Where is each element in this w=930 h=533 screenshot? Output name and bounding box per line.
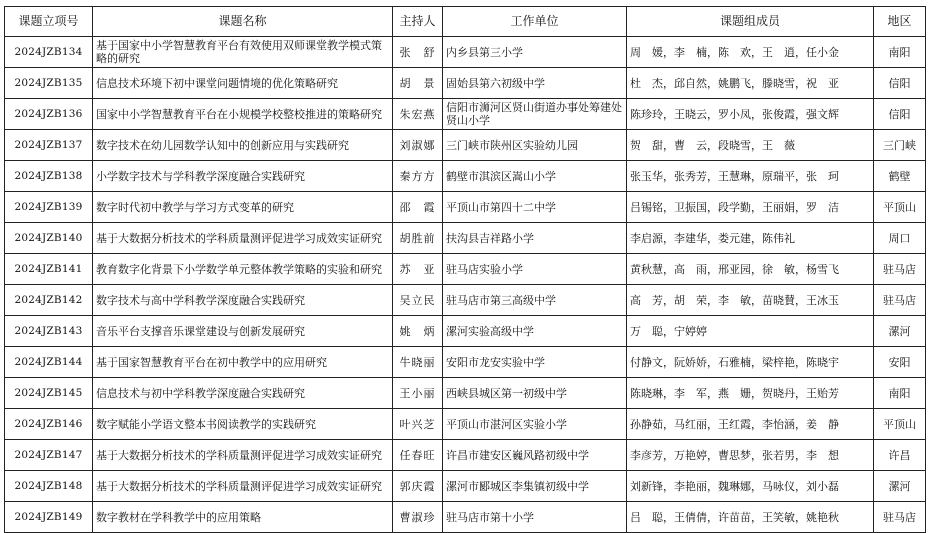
- project-title: 小学数字技术与学科教学深度融合实践研究: [93, 161, 393, 192]
- project-title: 基于大数据分析技术的学科质量测评促进学习成效实证研究: [93, 471, 393, 502]
- work-unit: 驻马店市第十小学: [443, 502, 627, 533]
- work-unit: 鹤壁市淇滨区嵩山小学: [443, 161, 627, 192]
- project-title: 基于大数据分析技术的学科质量测评促进学习成效实证研究: [93, 223, 393, 254]
- work-unit: 许昌市建安区巍风路初级中学: [443, 440, 627, 471]
- header-project-title: 课题名称: [93, 7, 393, 37]
- region: 南阳: [874, 378, 926, 409]
- table-row: [5, 316, 926, 347]
- region: 驻马店: [874, 254, 926, 285]
- header-members: 课题组成员: [627, 7, 874, 37]
- project-code: 2024JZB134: [5, 37, 93, 68]
- host-name: 胡 景: [393, 68, 443, 99]
- host-name: 秦方方: [393, 161, 443, 192]
- project-title: 数字时代初中教学与学习方式变革的研究: [93, 192, 393, 223]
- region: 鹤壁: [874, 161, 926, 192]
- header-region: 地区: [874, 7, 926, 37]
- project-code: 2024JZB137: [5, 130, 93, 161]
- project-code: 2024JZB149: [5, 502, 93, 533]
- project-title: 音乐平台支撑音乐课堂建设与创新发展研究: [93, 316, 393, 347]
- header-project-code: 课题立项号: [5, 7, 93, 37]
- team-members: 万 聪，宁婷婷: [627, 316, 874, 347]
- work-unit: 西峡县城区第一初级中学: [443, 378, 627, 409]
- region: 平顶山: [874, 409, 926, 440]
- work-unit: 安阳市龙安实验中学: [443, 347, 627, 378]
- region: 安阳: [874, 347, 926, 378]
- region: 许昌: [874, 440, 926, 471]
- host-name: 叶兴芝: [393, 409, 443, 440]
- table-row: [5, 192, 926, 223]
- host-name: 王小丽: [393, 378, 443, 409]
- table-row: [5, 409, 926, 440]
- team-members: 周 媛，李 楠，陈 欢，王 逍，任小金: [627, 37, 874, 68]
- team-members: 陈晓琳，李 军，燕 姗，贺晓丹，王贻芳: [627, 378, 874, 409]
- work-unit: 漯河实验高级中学: [443, 316, 627, 347]
- project-code: 2024JZB146: [5, 409, 93, 440]
- team-members: 李启源，李建华，娄元建，陈伟礼: [627, 223, 874, 254]
- host-name: 苏 亚: [393, 254, 443, 285]
- table-row: [5, 37, 926, 68]
- table-row: [5, 161, 926, 192]
- work-unit: 内乡县第三小学: [443, 37, 627, 68]
- project-code: 2024JZB135: [5, 68, 93, 99]
- project-code: 2024JZB136: [5, 99, 93, 130]
- team-members: 付静文，阮娇娇，石雅楠，梁梓艳，陈晓宇: [627, 347, 874, 378]
- header-host: 主持人: [393, 7, 443, 37]
- region: 南阳: [874, 37, 926, 68]
- work-unit: 漯河市郾城区李集镇初级中学: [443, 471, 627, 502]
- team-members: 吕 聪，王倩倩，许苗苗，王笑敏，姚艳秋: [627, 502, 874, 533]
- host-name: 牛晓丽: [393, 347, 443, 378]
- region: 周口: [874, 223, 926, 254]
- work-unit: 固始县第六初级中学: [443, 68, 627, 99]
- host-name: 胡胜前: [393, 223, 443, 254]
- work-unit: 三门峡市陕州区实验幼儿园: [443, 130, 627, 161]
- team-members: 高 芳，胡 荣，李 敏，苗晓賛，王冰玉: [627, 285, 874, 316]
- project-code: 2024JZB139: [5, 192, 93, 223]
- project-title: 数字技术在幼儿园数学认知中的创新应用与实践研究: [93, 130, 393, 161]
- project-title: 数字技术与高中学科教学深度融合实践研究: [93, 285, 393, 316]
- table-row: [5, 502, 926, 533]
- project-title: 国家中小学智慧教育平台在小规模学校整校推进的策略研究: [93, 99, 393, 130]
- project-title: 教育数字化背景下小学数学单元整体教学策略的实验和研究: [93, 254, 393, 285]
- host-name: 任春旺: [393, 440, 443, 471]
- team-members: 黄秋慧，高 雨，邢亚园，徐 敏，杨雪飞: [627, 254, 874, 285]
- host-name: 曹淑珍: [393, 502, 443, 533]
- project-code: 2024JZB145: [5, 378, 93, 409]
- header-work-unit: 工作单位: [443, 7, 627, 37]
- project-code: 2024JZB141: [5, 254, 93, 285]
- host-name: 姚 炳: [393, 316, 443, 347]
- project-table: [4, 6, 926, 533]
- table-row: [5, 347, 926, 378]
- table-row: [5, 99, 926, 130]
- team-members: 杜 杰，邱自然，姚鹏飞，滕晓雪，祝 亚: [627, 68, 874, 99]
- work-unit: 驻马店实验小学: [443, 254, 627, 285]
- host-name: 邵 霞: [393, 192, 443, 223]
- region: 漯河: [874, 316, 926, 347]
- project-code: 2024JZB140: [5, 223, 93, 254]
- project-code: 2024JZB148: [5, 471, 93, 502]
- region: 漯河: [874, 471, 926, 502]
- project-title: 信息技术与初中学科教学深度融合实践研究: [93, 378, 393, 409]
- work-unit: 驻马店市第三高级中学: [443, 285, 627, 316]
- work-unit: 平顶山市湛河区实验小学: [443, 409, 627, 440]
- table-header-row: [5, 7, 926, 37]
- host-name: 张 舒: [393, 37, 443, 68]
- region: 信阳: [874, 68, 926, 99]
- work-unit: 扶沟县吉祥路小学: [443, 223, 627, 254]
- project-title: 基于大数据分析技术的学科质量测评促进学习成效实证研究: [93, 440, 393, 471]
- host-name: 朱宏燕: [393, 99, 443, 130]
- host-name: 吴立民: [393, 285, 443, 316]
- project-title: 基于国家智慧教育平台在初中教学中的应用研究: [93, 347, 393, 378]
- work-unit: 平顶山市第四十二中学: [443, 192, 627, 223]
- project-code: 2024JZB147: [5, 440, 93, 471]
- host-name: 刘淑娜: [393, 130, 443, 161]
- team-members: 贺 甜，曹 云，段晓雪，王 薇: [627, 130, 874, 161]
- project-title: 数字教材在学科教学中的应用策略: [93, 502, 393, 533]
- table-row: [5, 223, 926, 254]
- table-row: [5, 68, 926, 99]
- project-title: 信息技术环境下初中课堂问题情境的优化策略研究: [93, 68, 393, 99]
- region: 驻马店: [874, 285, 926, 316]
- team-members: 吕锡铭，卫振国，段学勤，王丽娟，罗 洁: [627, 192, 874, 223]
- region: 平顶山: [874, 192, 926, 223]
- project-code: 2024JZB144: [5, 347, 93, 378]
- region: 驻马店: [874, 502, 926, 533]
- host-name: 郭庆霞: [393, 471, 443, 502]
- team-members: 陈珍玲，王晓云，罗小凤，张俊霞，强文辉: [627, 99, 874, 130]
- team-members: 孙静茹，马红丽，王红霞，李怡涵，姜 静: [627, 409, 874, 440]
- project-code: 2024JZB138: [5, 161, 93, 192]
- table-row: [5, 440, 926, 471]
- team-members: 刘新锋，李艳丽，魏琳娜，马咏仪，刘小磊: [627, 471, 874, 502]
- project-code: 2024JZB143: [5, 316, 93, 347]
- table-row: [5, 130, 926, 161]
- work-unit: 信阳市浉河区贤山街道办事处筹建处贤山小学: [443, 99, 627, 130]
- table-row: [5, 378, 926, 409]
- table-row: [5, 471, 926, 502]
- table-row: [5, 254, 926, 285]
- region: 信阳: [874, 99, 926, 130]
- region: 三门峡: [874, 130, 926, 161]
- table-row: [5, 285, 926, 316]
- project-title: 基于国家中小学智慧教育平台有效使用双师课堂教学模式策略的研究: [93, 37, 393, 68]
- team-members: 李彦芳，万艳婷，曹思梦，张若男，李 想: [627, 440, 874, 471]
- project-code: 2024JZB142: [5, 285, 93, 316]
- project-title: 数字赋能小学语文整本书阅读教学的实践研究: [93, 409, 393, 440]
- team-members: 张玉华，张秀芳，王慧琳，原瑞平，张 珂: [627, 161, 874, 192]
